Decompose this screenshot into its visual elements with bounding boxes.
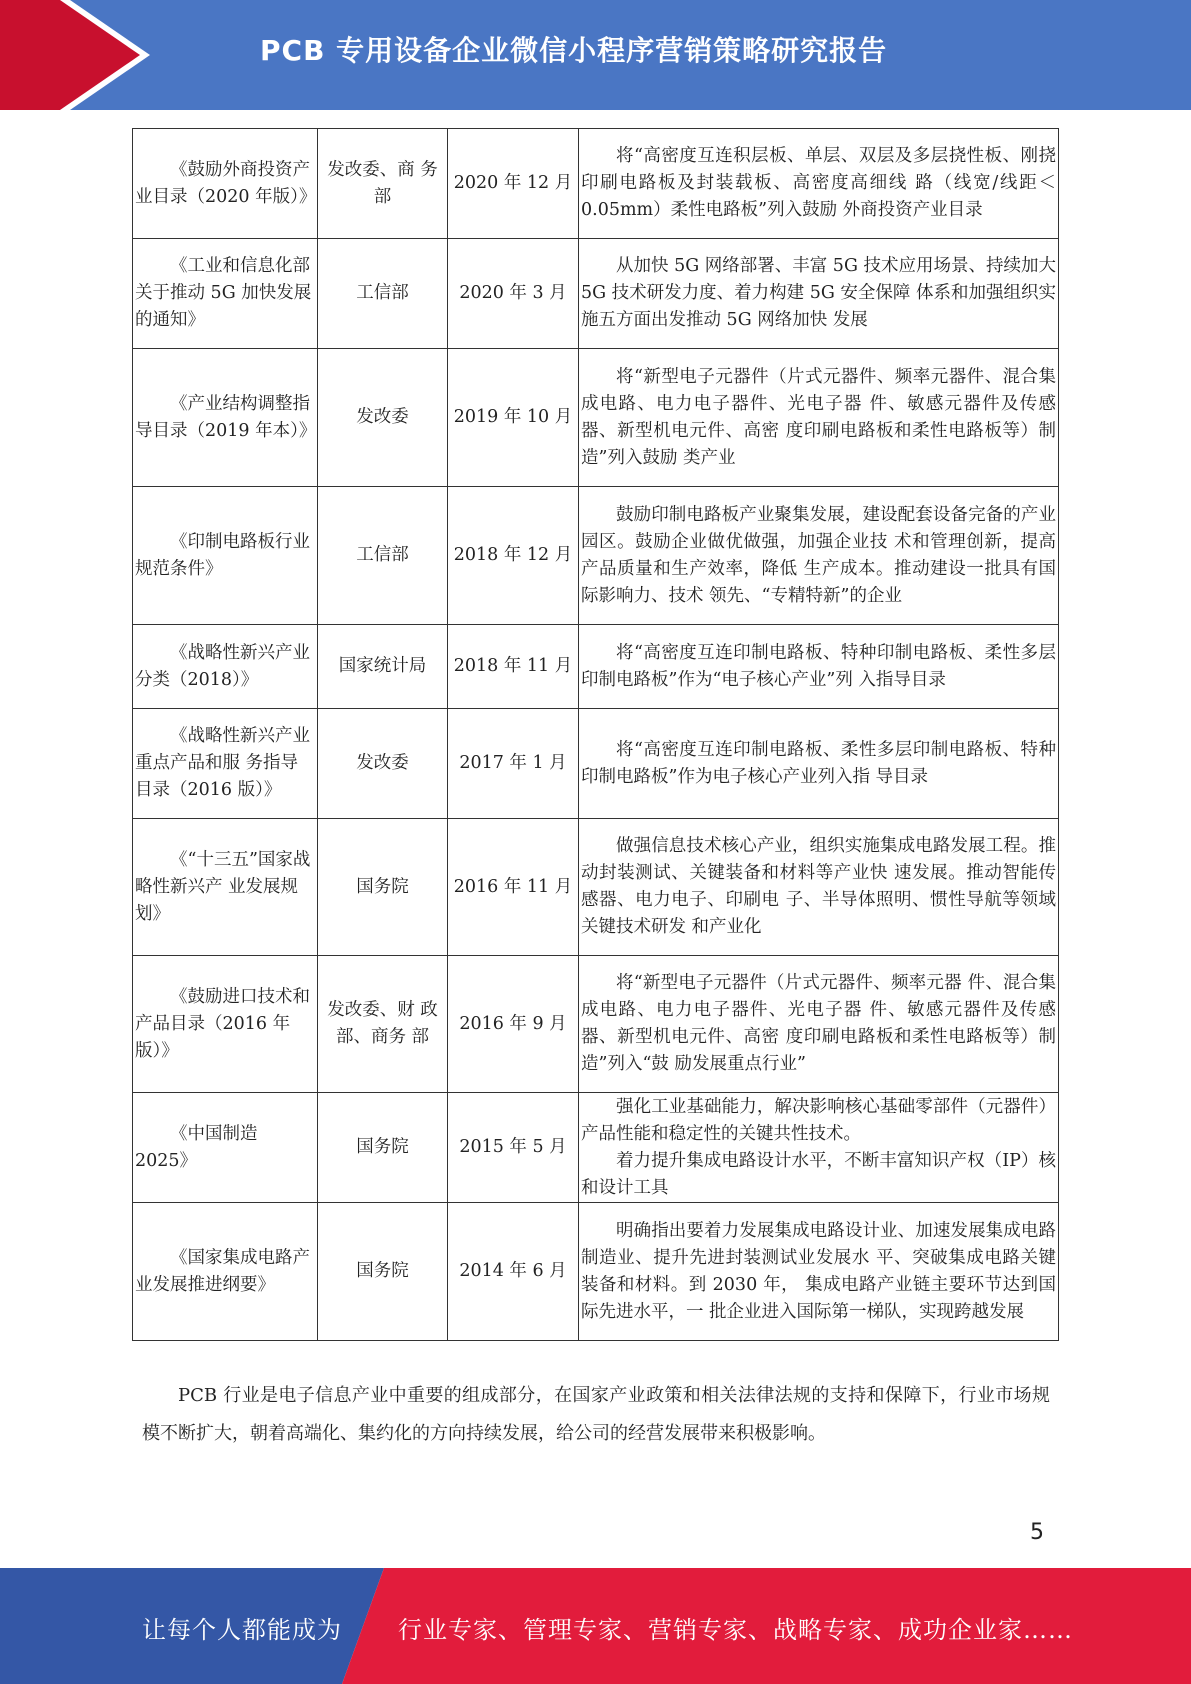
policy-department: 国务院 (318, 1093, 448, 1203)
policy-department: 发改委 (318, 709, 448, 819)
policy-name: 《国家集成电路产业发展推进纲要》 (133, 1203, 318, 1341)
table-row (133, 709, 1059, 819)
table-row (133, 1203, 1059, 1341)
policy-date: 2015 年 5 月 (448, 1093, 579, 1203)
table-row (133, 487, 1059, 625)
policy-department: 发改委、财 政部、商务 部 (318, 956, 448, 1093)
policy-content: 从加快 5G 网络部署、丰富 5G 技术应用场景、持续加大 5G 技术研发力度、着力构建 5G 安全保障 体系和加强组织实施五方面出发推动 5G 网络加快 发展 (579, 239, 1059, 349)
policy-content: 明确指出要着力发展集成电路设计业、加速发展集成电路制造业、提升先进封装测试业发展水 平、突破集成电路关键装备和材料。到 2030 年， 集成电路产业链主要环节达到国际先进水平，一 批企业进入国际第一梯队，实现跨越发展 (579, 1203, 1059, 1341)
table-row (133, 956, 1059, 1093)
policy-name: 《鼓励进口技术和产品目录（2016 年版）》 (133, 956, 318, 1093)
table-row (133, 1093, 1059, 1203)
policy-content: 强化工业基础能力，解决影响核心基础零部件（元器件）产品性能和稳定性的关键共性技术。 着力提升集成电路设计水平，不断丰富知识产权（IP）核和设计工具 (579, 1093, 1059, 1203)
table-row (133, 819, 1059, 956)
policy-date: 2018 年 11 月 (448, 625, 579, 709)
policy-name: 《战略性新兴产业分类（2018）》 (133, 625, 318, 709)
policy-department: 工信部 (318, 487, 448, 625)
policy-date: 2017 年 1 月 (448, 709, 579, 819)
policy-content: 将“高密度互连印制电路板、特种印制电路板、柔性多层印制电路板”作为“电子核心产业”列 入指导目录 (579, 625, 1059, 709)
policy-date: 2020 年 3 月 (448, 239, 579, 349)
policy-date: 2020 年 12 月 (448, 129, 579, 239)
header-arrow-shape (0, 0, 160, 110)
policy-content: 做强信息技术核心产业，组织实施集成电路发展工程。推动封装测试、关键装备和材料等产业快 速发展。推动智能传感器、电力电子、印刷电 子、半导体照明、惯性导航等领域关键技术研发 和产业化 (579, 819, 1059, 956)
policy-department: 国家统计局 (318, 625, 448, 709)
policy-name: 《印制电路板行业规范条件》 (133, 487, 318, 625)
policy-name: 《“十三五”国家战略性新兴产 业发展规划》 (133, 819, 318, 956)
policy-name: 《工业和信息化部关于推动 5G 加快发展的通知》 (133, 239, 318, 349)
policy-name: 《战略性新兴产业重点产品和服 务指导目录（2016 版）》 (133, 709, 318, 819)
policy-department: 发改委 (318, 349, 448, 487)
table-row (133, 625, 1059, 709)
policy-table (132, 128, 1059, 1341)
policy-date: 2014 年 6 月 (448, 1203, 579, 1341)
policy-department: 国务院 (318, 1203, 448, 1341)
footer-slogan-right: 行业专家、管理专家、营销专家、战略专家、成功企业家…… (398, 1616, 1073, 1644)
policy-content: 将“高密度互连积层板、单层、双层及多层挠性板、刚挠印刷电路板及封装载板、高密度高细线 路（线宽/线距＜0.05mm）柔性电路板”列入鼓励 外商投资产业目录 (579, 129, 1059, 239)
policy-date: 2018 年 12 月 (448, 487, 579, 625)
table-row (133, 129, 1059, 239)
policy-name: 《产业结构调整指导目录（2019 年本）》 (133, 349, 318, 487)
policy-content: 鼓励印制电路板产业聚集发展，建设配套设备完备的产业园区。鼓励企业做优做强，加强企业技 术和管理创新，提高产品质量和生产效率，降低 生产成本。推动建设一批具有国际影响力、技术 领先、“专精特新”的企业 (579, 487, 1059, 625)
page-number: 5 (1030, 1520, 1044, 1545)
policy-content: 将“高密度互连印制电路板、柔性多层印制电路板、特种印制电路板”作为电子核心产业列入指 导目录 (579, 709, 1059, 819)
policy-date: 2019 年 10 月 (448, 349, 579, 487)
policy-department: 发改委、商 务部 (318, 129, 448, 239)
table-row (133, 239, 1059, 349)
policy-date: 2016 年 11 月 (448, 819, 579, 956)
body-paragraph: PCB 行业是电子信息产业中重要的组成部分，在国家产业政策和相关法律法规的支持和保障下，行业市场规模不断扩大，朝着高端化、集约化的方向持续发展，给公司的经营发展带来积极影响。 (142, 1385, 1050, 1444)
policy-content: 将“新型电子元器件（片式元器件、频率元器件、混合集成电路、电力电子器件、光电子器 件、敏感元器件及传感器、新型机电元件、高密 度印刷电路板和柔性电路板等）制造”列入鼓励 类产业 (579, 349, 1059, 487)
policy-date: 2016 年 9 月 (448, 956, 579, 1093)
table-row (133, 349, 1059, 487)
policy-department: 工信部 (318, 239, 448, 349)
policy-content: 将“新型电子元器件（片式元器件、频率元器 件、混合集成电路、电力电子器件、光电子器 件、敏感元器件及传感器、新型机电元件、高密 度印刷电路板和柔性电路板等）制造”列入“鼓 励发展重点行业” (579, 956, 1059, 1093)
page-header (0, 0, 1191, 110)
policy-name: 《鼓励外商投资产业目录（2020 年版）》 (133, 129, 318, 239)
footer-slogan-left: 让每个人都能成为 (142, 1616, 342, 1644)
report-title: PCB 专用设备企业微信小程序营销策略研究报告 (260, 34, 888, 67)
policy-name: 《中国制造 2025》 (133, 1093, 318, 1203)
policy-department: 国务院 (318, 819, 448, 956)
